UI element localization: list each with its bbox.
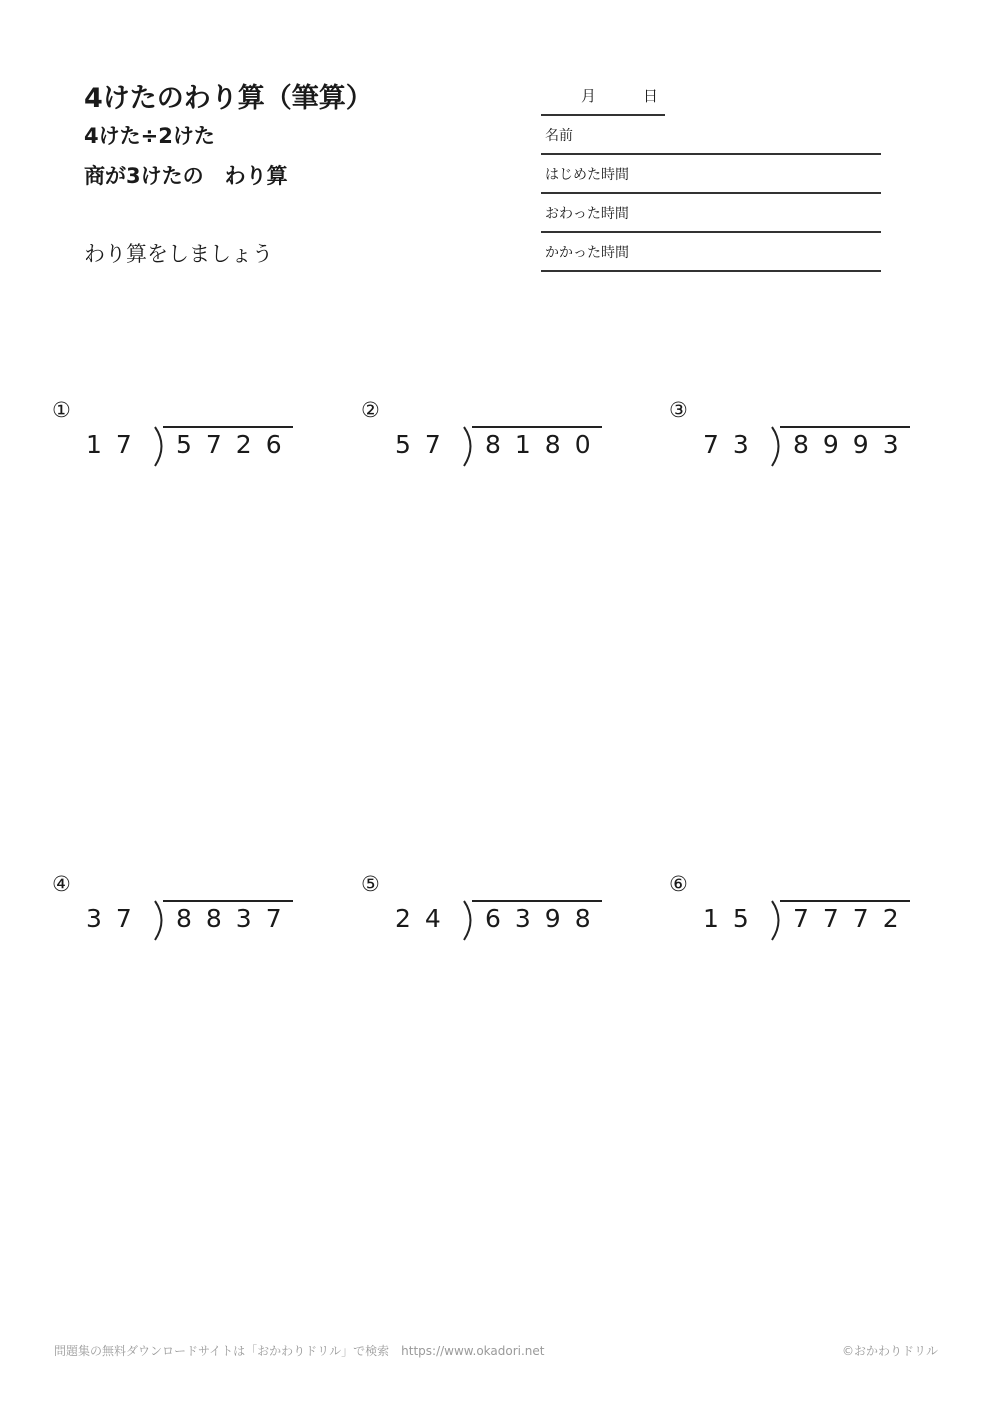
name-field[interactable] bbox=[541, 115, 881, 155]
problem-number: ⑤ bbox=[361, 872, 380, 896]
month-label: 月 bbox=[581, 87, 597, 105]
divisor: 24 bbox=[395, 904, 455, 933]
dividend: 5726 bbox=[176, 430, 296, 459]
dividend: 8993 bbox=[793, 430, 913, 459]
divisor: 37 bbox=[86, 904, 146, 933]
division-problem-2 bbox=[361, 398, 621, 478]
date-field[interactable] bbox=[541, 80, 665, 116]
worksheet-subtitle: 4けた÷2けた bbox=[84, 124, 215, 148]
division-bracket-icon bbox=[461, 900, 477, 942]
start-time-field[interactable] bbox=[541, 154, 881, 194]
division-bar bbox=[780, 426, 910, 428]
division-bracket-icon bbox=[152, 900, 168, 942]
division-bar bbox=[472, 900, 602, 902]
division-problem-4 bbox=[52, 872, 312, 952]
division-problem-3 bbox=[669, 398, 929, 478]
elapsed-time-label: かかった時間 bbox=[545, 245, 629, 261]
division-bar bbox=[163, 900, 293, 902]
division-bracket-icon bbox=[769, 900, 785, 942]
division-bracket-icon bbox=[769, 426, 785, 468]
division-problem-1 bbox=[52, 398, 312, 478]
elapsed-time-field[interactable] bbox=[541, 232, 881, 272]
footer-copyright: ©おかわりドリル bbox=[841, 1344, 938, 1358]
division-bracket-icon bbox=[461, 426, 477, 468]
dividend: 6398 bbox=[485, 904, 605, 933]
problem-number: ⑥ bbox=[669, 872, 688, 896]
end-time-field[interactable] bbox=[541, 193, 881, 233]
worksheet-subtitle-2: 商が3けたの わり算 bbox=[84, 164, 288, 188]
footer-site-text: 問題集の無料ダウンロードサイトは「おかわりドリル」で検索 https://www.okadori.net bbox=[54, 1344, 545, 1358]
worksheet-title: 4けたのわり算（筆算） bbox=[84, 83, 373, 114]
division-bar bbox=[472, 426, 602, 428]
dividend: 8180 bbox=[485, 430, 605, 459]
problem-number: ① bbox=[52, 398, 71, 422]
division-bar bbox=[163, 426, 293, 428]
division-problem-6 bbox=[669, 872, 929, 952]
division-problem-5 bbox=[361, 872, 621, 952]
problem-number: ④ bbox=[52, 872, 71, 896]
problem-number: ③ bbox=[669, 398, 688, 422]
start-time-label: はじめた時間 bbox=[545, 167, 629, 183]
divisor: 73 bbox=[703, 430, 763, 459]
end-time-label: おわった時間 bbox=[545, 206, 629, 222]
problem-number: ② bbox=[361, 398, 380, 422]
division-bracket-icon bbox=[152, 426, 168, 468]
instruction-text: わり算をしましょう bbox=[84, 242, 273, 266]
dividend: 8837 bbox=[176, 904, 296, 933]
divisor: 15 bbox=[703, 904, 763, 933]
divisor: 57 bbox=[395, 430, 455, 459]
division-bar bbox=[780, 900, 910, 902]
divisor: 17 bbox=[86, 430, 146, 459]
dividend: 7772 bbox=[793, 904, 913, 933]
day-label: 日 bbox=[643, 87, 659, 105]
name-label: 名前 bbox=[545, 128, 573, 144]
